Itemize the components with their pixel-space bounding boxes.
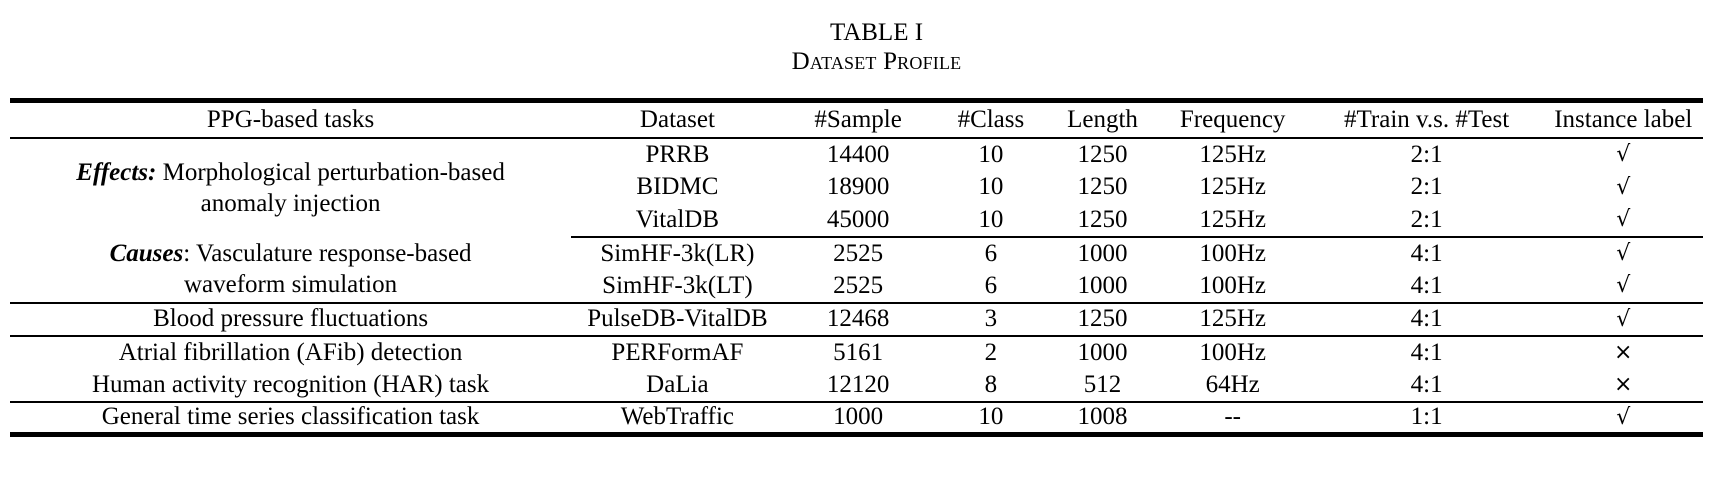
check-icon: √ xyxy=(1544,270,1703,303)
cell-dataset: VitalDB xyxy=(571,204,784,237)
cell-frequency: 125Hz xyxy=(1199,140,1266,168)
cell-dataset: WebTraffic xyxy=(571,402,784,435)
cell-split: 2:1 xyxy=(1410,140,1443,168)
cell-dataset: PERFormAF xyxy=(611,338,744,366)
task-rest: Morphological perturbation-based xyxy=(156,158,505,186)
cell-task: Blood pressure fluctuations xyxy=(10,303,571,336)
table-subtitle: Dataset Profile xyxy=(791,48,962,75)
cell-length: 1000 xyxy=(1077,338,1128,366)
cell-dataset: SimHF-3k(LR) xyxy=(600,239,755,267)
header-tasks: PPG-based tasks xyxy=(10,101,571,138)
check-icon: √ xyxy=(1616,174,1631,200)
cell-frequency: -- xyxy=(1156,402,1310,435)
header-dataset: Dataset xyxy=(571,101,784,138)
cross-icon: × xyxy=(1544,369,1703,402)
header-row xyxy=(10,101,1703,138)
cell-task: Atrial fibrillation (AFib) detection xyxy=(118,338,463,366)
cell-class: 3 xyxy=(932,303,1049,336)
cell-frequency: 125Hz xyxy=(1199,173,1266,200)
cell-sample: 14400 xyxy=(826,140,890,168)
table-title: TABLE I xyxy=(829,19,924,46)
task-line2: anomaly injection xyxy=(200,189,381,217)
cell-task: General time series classification task xyxy=(10,402,571,435)
cell-sample: 5161 xyxy=(833,338,884,366)
cell-split: 4:1 xyxy=(1410,239,1443,267)
cell-class: 6 xyxy=(984,239,998,267)
cross-icon: × xyxy=(1614,340,1633,365)
header-sample: #Sample xyxy=(784,101,933,138)
cell-dataset: SimHF-3k(LT) xyxy=(571,270,784,303)
cell-sample: 18900 xyxy=(826,173,890,200)
table-caption xyxy=(40,18,1713,76)
cell-length: 1250 xyxy=(1077,173,1128,200)
cell-split: 4:1 xyxy=(1410,338,1443,366)
cell-class: 8 xyxy=(932,369,1049,402)
cell-frequency: 125Hz xyxy=(1156,204,1310,237)
cell-frequency: 64Hz xyxy=(1156,369,1310,402)
cell-length: 1008 xyxy=(1049,402,1155,435)
header-train-test: #Train v.s. #Test xyxy=(1310,101,1544,138)
cell-length: 1000 xyxy=(1077,239,1128,267)
cell-length: 1250 xyxy=(1077,140,1128,168)
table-row xyxy=(10,303,1703,336)
cell-class: 10 xyxy=(932,402,1049,435)
header-instance-label: Instance label xyxy=(1544,101,1703,138)
cell-sample: 2525 xyxy=(784,270,933,303)
cell-sample: 1000 xyxy=(784,402,933,435)
cell-frequency: 100Hz xyxy=(1199,239,1266,267)
cell-split: 1:1 xyxy=(1310,402,1544,435)
cell-split: 4:1 xyxy=(1310,303,1544,336)
cell-task: Human activity recognition (HAR) task xyxy=(10,369,571,402)
cell-sample: 2525 xyxy=(833,239,884,267)
cell-dataset: DaLia xyxy=(571,369,784,402)
task-rest: : Vasculature response-based xyxy=(183,240,472,267)
cell-split: 4:1 xyxy=(1310,270,1544,303)
dataset-profile-table xyxy=(10,98,1703,437)
cell-split: 2:1 xyxy=(1310,204,1544,237)
cell-class: 10 xyxy=(978,173,1004,200)
cell-sample: 12468 xyxy=(784,303,933,336)
check-icon: √ xyxy=(1616,142,1631,167)
check-icon: √ xyxy=(1544,402,1703,435)
cell-sample: 12120 xyxy=(784,369,933,402)
cell-class: 10 xyxy=(932,204,1049,237)
table-row xyxy=(10,138,1703,171)
cell-class: 2 xyxy=(984,338,998,366)
cell-class: 6 xyxy=(932,270,1049,303)
table-row xyxy=(10,336,1703,369)
cell-class: 10 xyxy=(978,140,1004,168)
table-row xyxy=(10,237,1703,270)
task-lead: Causes xyxy=(109,240,184,267)
task-cell-effects xyxy=(10,138,571,237)
cell-split: 2:1 xyxy=(1410,173,1443,200)
check-icon: √ xyxy=(1544,204,1703,237)
cell-length: 1250 xyxy=(1049,204,1155,237)
cell-length: 512 xyxy=(1049,369,1155,402)
cell-length: 1250 xyxy=(1049,303,1155,336)
cell-frequency: 100Hz xyxy=(1199,338,1266,366)
task-cell-causes xyxy=(10,237,571,303)
check-icon: √ xyxy=(1544,303,1703,336)
cell-frequency: 100Hz xyxy=(1156,270,1310,303)
table-row xyxy=(10,402,1703,435)
cell-frequency: 125Hz xyxy=(1156,303,1310,336)
cell-dataset: PRRB xyxy=(645,140,710,168)
task-lead: Effects: xyxy=(76,158,157,186)
task-line2: waveform simulation xyxy=(183,271,398,298)
cell-dataset: BIDMC xyxy=(636,173,719,200)
cell-sample: 45000 xyxy=(784,204,933,237)
header-frequency: Frequency xyxy=(1156,101,1310,138)
cell-split: 4:1 xyxy=(1310,369,1544,402)
table-row xyxy=(10,369,1703,402)
header-class: #Class xyxy=(932,101,1049,138)
cell-dataset: PulseDB-VitalDB xyxy=(571,303,784,336)
check-icon: √ xyxy=(1616,241,1631,266)
cell-length: 1000 xyxy=(1049,270,1155,303)
header-length: Length xyxy=(1049,101,1155,138)
